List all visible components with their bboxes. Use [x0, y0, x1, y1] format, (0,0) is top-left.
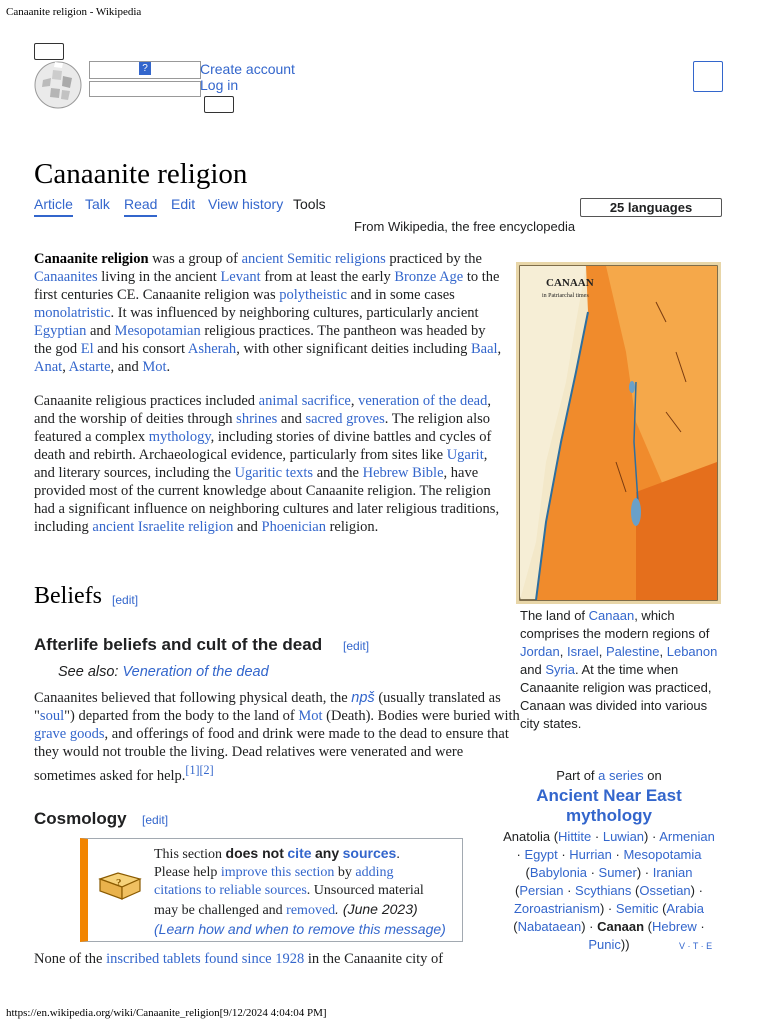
link-polytheistic[interactable]: polytheistic	[279, 287, 347, 303]
document-title: Canaanite religion - Wikipedia	[6, 6, 142, 18]
edit-beliefs-link[interactable]: [edit]	[112, 593, 139, 607]
cosmology-paragraph: None of the inscribed tablets found since 1928 in the Canaanite city of	[34, 951, 444, 967]
link-astarte[interactable]: Astarte	[68, 359, 111, 375]
caption-text-2: , which comprises the modern regions of	[520, 608, 710, 641]
edit-label[interactable]: edit	[346, 639, 366, 653]
see-also-hatnote	[58, 664, 269, 680]
link-iranian[interactable]: Iranian	[652, 865, 693, 880]
link-anat[interactable]: Anat	[34, 359, 63, 375]
link-mesopotamian[interactable]: Mesopotamian	[114, 323, 201, 339]
link-syria[interactable]: Syria	[545, 662, 575, 677]
caption-text-1: The land of	[520, 608, 589, 623]
map-caption: The land of Canaan, which comprises the modern regions of Jordan, Israel, Palestine, Lebanon and Syria. At the time when Canaanite religion was practiced, Canaan was divided into various city states.	[520, 608, 718, 731]
link-luwian[interactable]: Luwian	[602, 829, 645, 844]
citation-1[interactable]: [1]	[185, 763, 200, 777]
link-israel[interactable]: Israel	[566, 644, 599, 659]
search-button[interactable]	[204, 96, 234, 113]
tab-tools[interactable]: Tools	[293, 196, 326, 212]
link-grave-goods[interactable]: grave goods	[34, 726, 105, 742]
notice-bold-1: does not	[225, 845, 284, 861]
link-mot-death[interactable]: Mot	[298, 708, 323, 724]
wikipedia-logo[interactable]	[33, 60, 83, 110]
tab-edit[interactable]: Edit	[171, 196, 196, 212]
link-phoenician[interactable]: Phoenician	[261, 519, 326, 535]
edit-label[interactable]: edit	[145, 813, 165, 827]
tab-article[interactable]: Article	[34, 196, 73, 217]
link-el[interactable]: El	[80, 341, 94, 357]
link-shrines[interactable]: shrines	[236, 411, 278, 427]
link-adding[interactable]: adding	[355, 865, 394, 880]
link-canaan[interactable]: Canaan	[588, 608, 635, 623]
link-a-series[interactable]: a series	[598, 768, 644, 783]
series-sidebar	[496, 767, 722, 954]
link-inscribed-tablets[interactable]: inscribed tablets found since 1928	[106, 951, 305, 967]
sidebar-part-of	[496, 767, 722, 784]
link-mythology[interactable]: mythology	[148, 429, 211, 445]
link-punic[interactable]: Punic	[588, 937, 621, 952]
see-also-prefix: See also:	[58, 664, 123, 680]
intro-paragraph-2: Canaanite religious practices included animal sacrifice, veneration of the dead, and the worship of deities through shrines and sacred groves. The religion also featured a complex mythology, including stories of divine battles and cycles of death and rebirth. Archaeological evidence, particularly from sites like Ugarit, and literary sources, including the Ugaritic texts and the Hebrew Bible, have provided most of the current knowledge about Canaanite religion. The religion had a significant influence on neighboring cultures and later religious traditions, including ancient Israelite religion and Phoenician religion.	[34, 393, 500, 535]
link-arabia[interactable]: Arabia	[666, 901, 704, 916]
link-monolatristic[interactable]: monolatristic	[34, 305, 111, 321]
sidebar-part-of-text: Part of	[556, 768, 599, 783]
link-learn-remove[interactable]: (Learn how and when to remove this message)	[154, 921, 446, 937]
notice-text-3: by	[337, 865, 352, 880]
edit-cosmology-link[interactable]: [edit]	[142, 813, 169, 827]
notice-bold-2: any	[315, 845, 340, 861]
link-sumer[interactable]: Sumer	[598, 865, 637, 880]
link-bronze-age[interactable]: Bronze Age	[394, 269, 464, 285]
link-ancient-semitic-religions[interactable]: ancient Semitic religions	[241, 251, 386, 267]
afterlife-paragraph: Canaanites believed that following physical death, the npš (usually translated as "soul") departed from the body to the land of Mot (Death). Bodies were buried with grave goods, and offerings of food and drink were made to the dead to ensure that they would not trouble the living. Dead relatives were venerated and were sometimes asked for help.[1][2]	[34, 690, 520, 784]
link-removed[interactable]: removed	[286, 903, 336, 918]
link-animal-sacrifice[interactable]: animal sacrifice	[258, 393, 351, 409]
link-canaanites[interactable]: Canaanites	[34, 269, 98, 285]
map-subtitle: in Patriarchal times	[542, 293, 589, 299]
link-ugarit[interactable]: Ugarit	[446, 447, 484, 463]
tab-read[interactable]: Read	[124, 196, 157, 217]
sidebar-topic-list: Anatolia (Hittite · Luwian) · Armenian · Egypt · Hurrian · Mesopotamia (Babylonia · Sumer) · Iranian (Persian · Scythians (Ossetian) · Zoroastrianism) · Semitic (Arabia (Nabataean) · Canaan (Hebrew · Punic))	[503, 829, 715, 952]
caption-text-3: and	[520, 662, 546, 677]
footer-url: https://en.wikipedia.org/wiki/Canaanite_religion[9/12/2024 4:04:04 PM]	[6, 1007, 327, 1019]
link-persian[interactable]: Persian	[519, 883, 564, 898]
page-title: Canaanite religion	[34, 158, 248, 190]
search-input-secondary[interactable]	[89, 81, 201, 97]
intro-paragraph-1: Canaanite religion was a group of ancient Semitic religions practiced by the Canaanites living in the ancient Levant from at least the early Bronze Age to the first centuries CE. Canaanite religion was polytheistic and in some cases monolatristic. It was influenced by neighboring cultures, particularly ancient Egyptian and Mesopotamian religious practices. The pantheon was headed by the god El and his consort Asherah, with other significant deities including Baal, Anat, Astarte, and Mot.	[34, 251, 502, 375]
link-baal[interactable]: Baal	[470, 341, 498, 357]
canaan-map-image[interactable]	[516, 262, 721, 604]
link-egyptian[interactable]: Egyptian	[34, 323, 87, 339]
tagline: From Wikipedia, the free encyclopedia	[354, 219, 576, 234]
notice-text-4: . Unsourced material may be challenged and	[154, 883, 424, 918]
section-heading-afterlife: Afterlife beliefs and cult of the dead	[34, 635, 323, 654]
link-nps[interactable]: npš	[351, 690, 375, 706]
link-sacred-groves[interactable]: sacred groves	[305, 411, 385, 427]
personal-tools-button[interactable]	[693, 61, 723, 92]
section-heading-cosmology: Cosmology	[34, 809, 127, 828]
sidebar-on-text: on	[643, 768, 662, 783]
notice-text: This section does not cite any sources. Please help improve this section by adding citations to reliable sources. Unsourced material may be challenged and removed. (June 2023) (Learn how and when to remove this message)	[154, 845, 446, 937]
link-ossetian[interactable]: Ossetian	[639, 883, 691, 898]
sidebar-current-canaan: Canaan	[597, 919, 645, 934]
link-armenian[interactable]: Armenian	[659, 829, 715, 844]
sidebar-title[interactable]: Ancient Near East mythology	[536, 786, 682, 825]
link-jordan[interactable]: Jordan	[520, 644, 560, 659]
link-zoroastrianism[interactable]: Zoroastrianism	[513, 901, 600, 916]
link-soul[interactable]: soul	[39, 708, 65, 724]
section-heading-beliefs: Beliefs	[34, 583, 102, 609]
edit-label[interactable]: edit	[115, 593, 135, 607]
link-palestine[interactable]: Palestine	[606, 644, 660, 659]
book-question-icon	[96, 867, 144, 907]
link-hittite[interactable]: Hittite	[558, 829, 592, 844]
link-babylonia[interactable]: Babylonia	[529, 865, 587, 880]
search-help-icon[interactable]: ?	[139, 62, 151, 75]
link-improve-section[interactable]: improve this section	[220, 865, 335, 880]
notice-text-2: Please help	[154, 865, 218, 880]
main-menu-button[interactable]	[34, 43, 64, 60]
bold-term: Canaanite religion	[34, 251, 149, 267]
link-asherah[interactable]: Asherah	[187, 341, 237, 357]
link-egypt[interactable]: Egypt	[524, 847, 558, 862]
link-hebrew[interactable]: Hebrew	[652, 919, 697, 934]
link-ancient-israelite-religion[interactable]: ancient Israelite religion	[92, 519, 234, 535]
tab-talk[interactable]: Talk	[85, 196, 110, 212]
link-mesopotamia[interactable]: Mesopotamia	[623, 847, 702, 862]
link-citations-reliable[interactable]: citations to reliable sources	[154, 883, 307, 898]
link-scythians[interactable]: Scythians	[575, 883, 632, 898]
link-nabataean[interactable]: Nabataean	[517, 919, 582, 934]
link-ugaritic-texts[interactable]: Ugaritic texts	[234, 465, 314, 481]
link-levant[interactable]: Levant	[220, 269, 261, 285]
notice-text-1: This section	[154, 847, 223, 862]
link-mot[interactable]: Mot	[142, 359, 167, 375]
create-account-link[interactable]: Create account	[200, 61, 295, 77]
tab-view-history[interactable]: View history	[208, 196, 284, 212]
map-title: CANAAN	[546, 277, 594, 289]
citation-2[interactable]: [2]	[199, 763, 214, 777]
log-in-link[interactable]: Log in	[200, 77, 239, 93]
link-veneration-of-the-dead[interactable]: veneration of the dead	[358, 393, 488, 409]
link-cite[interactable]: cite	[287, 845, 312, 861]
link-hurrian[interactable]: Hurrian	[569, 847, 612, 862]
languages-button[interactable]: 25 languages	[580, 198, 722, 217]
link-sources[interactable]: sources	[342, 845, 397, 861]
caption-text-4: . At the time when Canaanite religion was practiced, Canaan was divided into various city states.	[520, 662, 712, 731]
svg-text:?: ?	[116, 877, 122, 889]
edit-afterlife-link[interactable]: [edit]	[343, 639, 370, 653]
notice-date: . (June 2023)	[335, 901, 418, 917]
link-semitic[interactable]: Semitic	[615, 901, 659, 916]
navbox-vte-links[interactable]: V · T · E	[679, 941, 713, 951]
link-see-also-veneration[interactable]: Veneration of the dead	[122, 664, 269, 680]
link-lebanon[interactable]: Lebanon	[666, 644, 718, 659]
link-hebrew-bible[interactable]: Hebrew Bible	[362, 465, 444, 481]
